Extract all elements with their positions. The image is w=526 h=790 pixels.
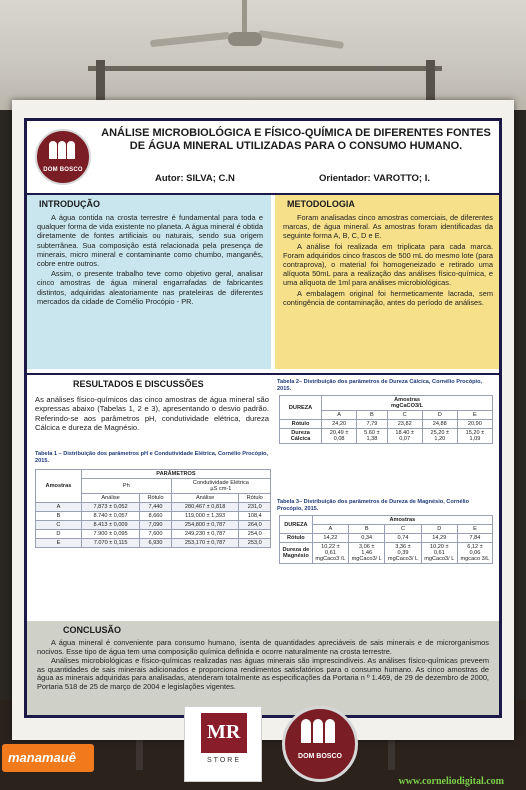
table-cell	[422, 429, 457, 444]
conclusao-section	[27, 621, 499, 715]
intro-paragraph: Assim, o presente trabalho teve como objetivo geral, analisar cinco amostras de água mineral engarrafadas de fabricantes distintos, adquiridas aleatoriamente nas prateleiras de diferentes mercados da cidade de Cornélio Procópio - PR.	[37, 269, 263, 306]
table-cell: 7,600	[140, 530, 172, 539]
advisor: Orientador: VAROTTO; I.	[319, 173, 431, 184]
table1-header	[171, 479, 270, 494]
table1-header: Rótulo	[140, 494, 172, 503]
table2-caption: Tabela 2– Distribuição dos parâmetros de Dureza Cálcica, Cornélio Procópio, 2015.	[277, 379, 483, 392]
table-cell: 7.070 ± 0,115	[81, 539, 139, 548]
cell-unit: mgcaco 3/L	[460, 556, 490, 562]
conclusao-paragraph: A água mineral é conveniente para consumo humano, isenta de quantidades apreciáveis de sais minerais e de microrganismos nocivos. Esse tipo de água tem uma composição química definida e ocorre naturalmente na crosta terrestre.	[37, 638, 489, 656]
row-header: Rótulo	[280, 420, 322, 429]
cell-sd: 0,61	[324, 550, 336, 556]
cell-unit: mgCaco3/ L	[424, 556, 455, 562]
row-label: Dureza de	[282, 547, 310, 553]
table-cell	[312, 543, 348, 564]
table-cell: 253,170 ± 0,787	[171, 539, 239, 548]
table3-header: Amostras	[312, 516, 492, 525]
table-cell: 0,74	[385, 534, 421, 543]
poster-stand-bar	[88, 66, 442, 71]
cell-value: 6,12 ±	[467, 544, 483, 550]
cell-sd: 0,39	[397, 550, 409, 556]
table-cell: E	[36, 539, 82, 548]
table-cell: 0,34	[349, 534, 385, 543]
table-cell: A	[36, 503, 82, 512]
table-cell	[322, 429, 357, 444]
table-cell: 8,660	[140, 512, 172, 521]
col-header: E	[457, 411, 492, 420]
table-cell: 7,440	[140, 503, 172, 512]
store-text: STORE	[207, 757, 241, 764]
table-cell	[387, 429, 422, 444]
table-cell: 7,873 ± 0,052	[81, 503, 139, 512]
col-header: A	[312, 525, 348, 534]
table-cell	[385, 543, 421, 564]
cell-unit: mgCaco3/ L	[387, 556, 419, 562]
table-cell: 254,0	[239, 530, 271, 539]
row-label: Dureza	[291, 430, 310, 436]
cell-sd: 1,20	[434, 436, 446, 442]
table-cell: 231,0	[239, 503, 271, 512]
col-header: B	[349, 525, 385, 534]
table-row	[280, 534, 493, 543]
cell-value: 18.40 ±	[395, 430, 414, 436]
cell-sd: 0,06	[469, 550, 481, 556]
conclusao-heading: CONCLUSÃO	[63, 625, 121, 635]
table1-header: PARÂMETROS	[81, 470, 270, 479]
poster-frame	[24, 118, 502, 718]
table-row	[36, 530, 271, 539]
row-header	[280, 543, 313, 564]
cell-sd: 1,46	[361, 550, 373, 556]
table2-header: DUREZA	[280, 396, 322, 420]
metodologia-heading: METODOLOGIA	[287, 199, 355, 209]
table-row	[36, 503, 271, 512]
cell-value: 10,20 ±	[429, 544, 449, 550]
table-cell	[421, 543, 457, 564]
cell-sd: 0,07	[399, 436, 411, 442]
col-header: C	[387, 411, 422, 420]
poster	[12, 100, 514, 740]
watermark: www.corneliodigital.com	[398, 776, 504, 787]
table-cell	[457, 543, 492, 564]
cell-value: 15,20 ±	[465, 430, 485, 436]
table1-header: Análise	[171, 494, 239, 503]
row-header	[280, 429, 322, 444]
cell-sd: 0,61	[433, 550, 445, 556]
ceiling-fan-rod	[242, 0, 247, 36]
table-row	[280, 543, 493, 564]
row-header: Rótulo	[280, 534, 313, 543]
intro-text	[37, 213, 263, 307]
cell-value: 3,06 ±	[358, 544, 375, 550]
cell-value: 25,20 ±	[430, 430, 450, 436]
table-cell: 253,0	[239, 539, 271, 548]
badge-text: DOM BOSCO	[298, 753, 342, 760]
table-cell: 119,000 ± 1,393	[171, 512, 239, 521]
table-cell: 14,29	[421, 534, 457, 543]
cond-unit: µS cm-1	[210, 486, 232, 492]
table3	[279, 515, 493, 564]
table-cell: 24,20	[322, 420, 357, 429]
results-text: As análises físico-químicos das cinco amostras de água mineral são expressas abaixo (Tabelas 1, 2 e 3), apresentando o desvio padrão. Referindo-se aos parâmetros pH, condutividade elétrica, dureza Cálcica e dureza de Magnésio.	[35, 395, 269, 433]
logo-text: DOM BOSCO	[43, 167, 83, 173]
col-header: D	[421, 525, 457, 534]
cell-sd: 0,08	[333, 436, 345, 442]
intro-heading: INTRODUÇÃO	[39, 199, 100, 209]
intro-section	[27, 195, 271, 369]
cond-label: Condutividade Elétrica	[192, 480, 249, 486]
table-cell: 7,090	[140, 521, 172, 530]
cell-unit: mgCaco3/ L	[351, 556, 382, 562]
table-row	[280, 420, 493, 429]
row-label: Cálcica	[290, 436, 311, 442]
mr-mark	[201, 713, 247, 753]
col-header: D	[422, 411, 457, 420]
mr-store-sponsor-logo	[184, 706, 262, 782]
ceiling	[0, 0, 526, 110]
metodologia-text	[283, 213, 493, 308]
table-cell: 8.740 ± 0,057	[81, 512, 139, 521]
table2-header	[322, 396, 493, 411]
table-cell: 264,0	[239, 521, 271, 530]
table-cell: 8.413 ± 0,009	[81, 521, 139, 530]
table1-header: Rótulo	[239, 494, 271, 503]
conclusao-text	[37, 639, 489, 693]
unit-label: mgCaCO3/L	[391, 403, 424, 409]
table-cell: C	[36, 521, 82, 530]
cell-unit: mgCaco3 /L	[315, 556, 346, 562]
col-header: E	[457, 525, 492, 534]
table-cell	[357, 429, 387, 444]
col-header: C	[385, 525, 421, 534]
poster-title: ANÁLISE MICROBIOLÓGICA E FÍSICO-QUÍMICA DE DIFERENTES FONTES DE ÁGUA MINERAL UTILIZADAS PARA O CONSUMO HUMANO.	[101, 127, 491, 152]
table-cell: 7,79	[357, 420, 387, 429]
table-cell: 6,930	[140, 539, 172, 548]
cell-value: 3,36 ±	[395, 544, 411, 550]
table-cell: 280,467 ± 0,818	[171, 503, 239, 512]
conclusao-paragraph: Análises microbiológicas e físico-químicas realizadas nas águas minerais são imprescindíveis. As análises físico-químicas preveem as quantidades de sais minerais adicionados e proporciona rendimentos satisfatórios para o consumo humano. As cinco amostras de água as minerais adquiridas para analisadas, atenderam totalmente as especificações da Portaria n º 1.469, de 29 de dezembro de 2000, Portaria 518 de 25 de março de 2004 e legislações vigentes.	[37, 656, 489, 691]
table-cell: 23,82	[387, 420, 422, 429]
table1-header: Ph	[81, 479, 171, 494]
metodologia-paragraph: A embalagem original foi hermeticamente lacrada, sem contingência de contaminação, antes do período de análises.	[283, 288, 493, 307]
col-header: B	[357, 411, 387, 420]
table-cell: 249,230 ± 0,787	[171, 530, 239, 539]
cell-sd: 1,38	[366, 436, 378, 442]
col-header: A	[322, 411, 357, 420]
table3-header: DUREZA	[280, 516, 313, 534]
cell-value: 10,22 ±	[321, 544, 340, 550]
faculdade-dom-bosco-badge	[282, 706, 358, 782]
results-heading: RESULTADOS E DISCUSSÕES	[73, 379, 204, 389]
metodologia-paragraph: Foram analisadas cinco amostras comerciais, de diferentes marcas, de água mineral. As amostras foram identificadas da seguinte forma A, B, C, D e E.	[283, 213, 493, 241]
intro-paragraph: A água contida na crosta terrestre é fundamental para toda e qualquer forma de vida existente no planeta. A água mineral é obtida diretamente de fontes artificiais ou naturais, sendo sua origem subterrânea. Sua composição está relacionada pela presença de minerais, micro mineral e contaminante como chumbo, manganês, cobre entre outros.	[37, 213, 263, 269]
cell-sd: 1,09	[469, 436, 481, 442]
metodologia-paragraph: A análise foi realizada em triplicata para cada marca. Foram adquiridos cinco frascos de 500 mL do mesmo lote (para contraprova), o material foi homogeneizado e retirado uma alíquota 50mL para a realização das análises físico-química, e uma alíquota de 1ml para análises microbiológicas.	[283, 241, 493, 288]
table-cell: 7,84	[457, 534, 492, 543]
table1-header: Análise	[81, 494, 139, 503]
mr-text: MR	[207, 721, 241, 743]
table-cell	[457, 429, 492, 444]
table-cell: 254,800 ± 0,787	[171, 521, 239, 530]
cell-value: 20,49 ±	[329, 430, 349, 436]
table3-caption: Tabela 3– Distribuição dos parâmetros de Dureza de Magnésio, Cornélio Procópio, 2015.	[277, 499, 469, 512]
poster-header	[27, 121, 499, 195]
row-label: Magnésio	[282, 553, 309, 559]
table-row	[280, 429, 493, 444]
table-cell: 20,90	[457, 420, 492, 429]
table-cell: 7.900 ± 0,095	[81, 530, 139, 539]
cell-value: 5.60 ±	[364, 430, 380, 436]
table-row	[36, 512, 271, 521]
dom-bosco-logo	[35, 129, 91, 185]
metodologia-section	[275, 195, 499, 369]
table1-header: Amostras	[36, 470, 82, 503]
table-cell: 14,22	[312, 534, 348, 543]
table-row	[36, 539, 271, 548]
author: Autor: SILVA; C.N	[155, 173, 235, 184]
table-cell: 24,88	[422, 420, 457, 429]
table-cell: B	[36, 512, 82, 521]
table1	[35, 469, 271, 548]
table-row	[36, 521, 271, 530]
table2	[279, 395, 493, 444]
ceiling-fan-hub	[228, 32, 262, 46]
table-cell: D	[36, 530, 82, 539]
table-cell: 108,4	[239, 512, 271, 521]
table1-caption: Tabela 1 – Distribuição dos parâmetros pH e Condutividade Elétrica, Cornélio Procópio, 2015.	[35, 451, 269, 464]
manamaue-sponsor-logo	[2, 744, 94, 772]
results-section	[27, 373, 499, 619]
table-cell	[349, 543, 385, 564]
amostras-label: Amostras	[394, 397, 420, 403]
mana-text: manamauê	[8, 750, 76, 765]
